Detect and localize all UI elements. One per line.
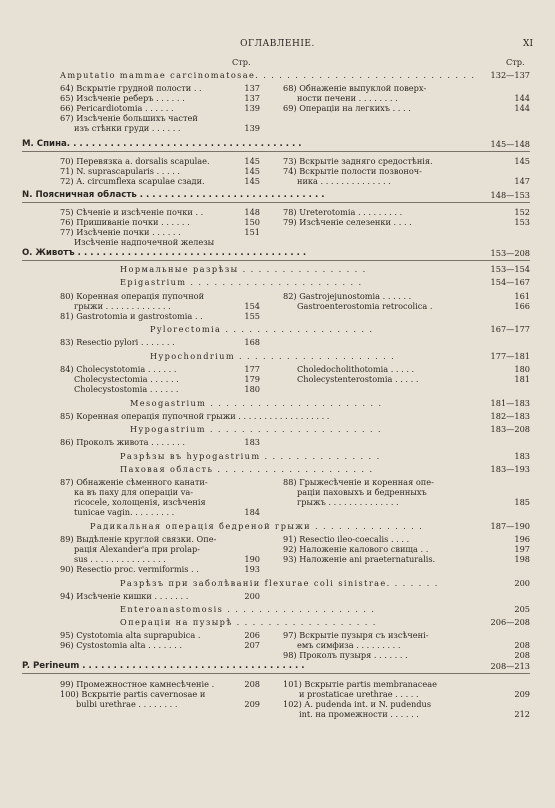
toc-entry-e73: [283, 156, 530, 166]
toc-entry-e83: [60, 337, 260, 347]
toc-entry-e87d: [74, 507, 260, 517]
toc-entry-e71: [60, 166, 260, 176]
toc-entry-page: 180: [514, 364, 530, 374]
toc-entry-meso: [130, 398, 530, 408]
toc-entry-e84a: [60, 364, 260, 374]
toc-entry-e76: [60, 217, 260, 227]
toc-entry-title: 67) Изсѣченіе большихъ частей: [60, 113, 198, 123]
page-title: ОГЛАВЛЕНІЕ.: [240, 39, 315, 49]
toc-entry-page: 181: [514, 374, 530, 384]
toc-entry-page: 183—193: [490, 464, 530, 474]
toc-entry-page: 168: [244, 337, 260, 347]
section-page-range: 208—213: [490, 661, 530, 671]
toc-entry-e80a: [60, 291, 260, 301]
toc-entry-page: 161: [514, 291, 530, 301]
toc-entry-e74b: [297, 176, 530, 186]
toc-entry-title: 83) Resectio pylori . . . . . . .: [60, 337, 175, 347]
toc-entry-title: Amputatio mammae carcinomatosae. . . . . . . . . . . . . . . . . . . . . . . . . . . .: [60, 70, 476, 80]
toc-entry-epig: [120, 277, 530, 287]
toc-entry-e87a: [60, 477, 260, 487]
toc-entry-e82b: [297, 301, 530, 311]
toc-entry-page: 167—177: [490, 324, 530, 334]
toc-entry-page: 193: [244, 564, 260, 574]
toc-entry-e98: [283, 650, 530, 660]
toc-entry-title: 85) Коренная операція пупочной грыжи . . . . . . . . . . . . . . . . . .: [60, 411, 330, 421]
toc-entry-title: изъ стѣнки груди . . . . . .: [74, 123, 181, 133]
toc-entry-e102a: [283, 699, 530, 709]
toc-entry-page: 155: [244, 311, 260, 321]
toc-entry-amputatio: [60, 70, 530, 80]
toc-entry-title: 71) N. suprascapularis . . . . .: [60, 166, 181, 176]
section-heading-text: M. Спина. . . . . . . . . . . . . . . . . . . . . . . . . . . . . . . . . . . . . .: [22, 139, 302, 149]
section-page-range: 148—153: [490, 190, 530, 200]
toc-entry-title: 77) Изсѣченіе почки . . . . . .: [60, 227, 181, 237]
toc-entry-title: 64) Вскрытіе грудной полости . .: [60, 83, 202, 93]
toc-entry-page: 208: [244, 679, 260, 689]
toc-entry-page: 200: [514, 578, 530, 588]
toc-entry-page: 197: [514, 544, 530, 554]
toc-entry-e102b: [299, 709, 530, 719]
section-heading-perin: [22, 661, 530, 672]
toc-entry-oper: [120, 617, 530, 627]
toc-entry-title: Cholecystectomia . . . . . .: [74, 374, 179, 384]
toc-entry-e70: [60, 156, 260, 166]
toc-entry-page: 177: [244, 364, 260, 374]
toc-entry-e88b: [297, 487, 530, 497]
toc-entry-e64: [60, 83, 260, 93]
toc-entry-title: 89) Выдѣленіе круглой связки. Опе-: [60, 534, 217, 544]
toc-entry-page: 208: [514, 650, 530, 660]
toc-entry-page: 209: [244, 699, 260, 709]
toc-entry-e72: [60, 176, 260, 186]
toc-entry-title: раціи паховыхъ и бедренныхъ: [297, 487, 427, 497]
section-page-range: 145—148: [490, 139, 530, 149]
toc-entry-title: 73) Вскрытіе задняго средостѣнія.: [283, 156, 433, 166]
toc-entry-page: 206: [244, 630, 260, 640]
toc-entry-page: 132—137: [490, 70, 530, 80]
toc-entry-title: ника . . . . . . . . . . . . . .: [297, 176, 391, 186]
toc-entry-page: 148: [244, 207, 260, 217]
toc-entry-e94: [60, 591, 260, 601]
toc-entry-title: bulbi urethrae . . . . . . . .: [76, 699, 178, 709]
toc-entry-e99: [60, 679, 260, 689]
toc-entry-page: 185: [514, 497, 530, 507]
toc-entry-e81: [60, 311, 260, 321]
toc-entry-title: Операціи на пузырѣ . . . . . . . . . . . . . . . . . .: [120, 617, 377, 627]
toc-entry-title: ricocele, холощенія, изсѣченія: [74, 497, 206, 507]
toc-entry-title: емъ симфиза . . . . . . . . .: [297, 640, 401, 650]
toc-entry-e80b: [74, 301, 260, 311]
toc-entry-e101a: [283, 679, 530, 689]
toc-entry-page: 144: [514, 93, 530, 103]
toc-entry-page: 154—167: [490, 277, 530, 287]
toc-entry-title: и prostaticae urethrae . . . . .: [299, 689, 419, 699]
toc-entry-title: 94) Изсѣченіе кишки . . . . . . .: [60, 591, 189, 601]
toc-entry-page: 209: [514, 689, 530, 699]
toc-entry-title: Нормальные разрѣзы . . . . . . . . . . . . . . . .: [120, 264, 367, 274]
section-rule: [22, 202, 530, 203]
section-heading-spina: [22, 139, 530, 150]
toc-entry-normal: [120, 264, 530, 274]
toc-entry-e84d: [297, 364, 530, 374]
toc-entry-e84e: [297, 374, 530, 384]
toc-entry-page: 200: [244, 591, 260, 601]
toc-entry-title: 79) Изсѣченіе селезенки . . . .: [283, 217, 412, 227]
toc-entry-page: 177—181: [490, 351, 530, 361]
toc-entry-page: 153: [514, 217, 530, 227]
toc-entry-e95: [60, 630, 260, 640]
toc-entry-title: грыжи . . . . . . . . . . . . .: [74, 301, 171, 311]
toc-entry-title: 76) Пришиваніе почки . . . . . .: [60, 217, 190, 227]
toc-entry-e101b: [299, 689, 530, 699]
toc-entry-title: 102) A. pudenda int. и N. pudendus: [283, 699, 432, 709]
toc-entry-e67a: [60, 113, 260, 123]
toc-entry-page: 182—183: [490, 411, 530, 421]
toc-entry-flexura: [120, 578, 530, 588]
toc-entry-page: 144: [514, 103, 530, 113]
toc-entry-page: 198: [514, 554, 530, 564]
toc-entry-title: 65) Изсѣченіе реберъ . . . . . .: [60, 93, 185, 103]
toc-entry-title: 99) Промежностное камнесѣченіе .: [60, 679, 215, 689]
toc-entry-title: 87) Обнаженіе сѣменного канати-: [60, 477, 208, 487]
toc-entry-title: 86) Проколъ живота . . . . . . .: [60, 437, 185, 447]
toc-entry-razr: [120, 451, 530, 461]
section-rule: [22, 151, 530, 152]
toc-entry-page: 154: [244, 301, 260, 311]
toc-entry-page: 151: [244, 227, 260, 237]
toc-entry-title: ности печени . . . . . . . .: [297, 93, 398, 103]
toc-entry-title: 95) Cystotomia alta suprapubica .: [60, 630, 201, 640]
toc-entry-title: 80) Коренная операція пупочной: [60, 291, 205, 301]
toc-entry-e92: [283, 544, 530, 554]
toc-entry-page: 137: [244, 83, 260, 93]
toc-entry-e91: [283, 534, 530, 544]
section-page-range: 153—208: [490, 248, 530, 258]
toc-entry-e96: [60, 640, 260, 650]
toc-entry-title: 101) Вскрытіе partis membranaceae: [283, 679, 437, 689]
toc-entry-title: 82) Gastrojejunostomia . . . . . .: [283, 291, 412, 301]
section-heading-text: P. Perineum . . . . . . . . . . . . . . . . . . . . . . . . . . . . . . . . . . . .: [22, 661, 305, 671]
toc-entry-title: Mesogastrium . . . . . . . . . . . . . . . . . . . . . .: [130, 398, 383, 408]
toc-entry-page: 150: [244, 217, 260, 227]
toc-entry-title: 84) Cholecystotomia . . . . . .: [60, 364, 177, 374]
column-label-right: Стр.: [506, 57, 525, 67]
toc-entry-entero: [120, 604, 530, 614]
toc-entry-title: ка въ паху для операціи va-: [74, 487, 193, 497]
toc-entry-title: 93) Наложеніе ani praeternaturalis.: [283, 554, 436, 564]
toc-entry-hypoch: [150, 351, 530, 361]
toc-entry-title: 75) Сѣченіе и изсѣченіе почки . .: [60, 207, 204, 217]
toc-entry-page: 187—190: [490, 521, 530, 531]
toc-entry-e84c: [74, 384, 260, 394]
toc-entry-page: 139: [244, 103, 260, 113]
toc-entry-title: int. на промежности . . . . . .: [299, 709, 419, 719]
toc-entry-page: 184: [244, 507, 260, 517]
toc-entry-page: 145: [514, 156, 530, 166]
toc-entry-title: 91) Resectio ileo-coecalis . . . .: [283, 534, 410, 544]
toc-entry-title: 78) Ureterotomia . . . . . . . . .: [283, 207, 403, 217]
toc-entry-page: 183: [244, 437, 260, 447]
toc-entry-e93: [283, 554, 530, 564]
section-heading-text: N. Поясничная область . . . . . . . . . . . . . . . . . . . . . . . . . . . . . .: [22, 190, 325, 200]
section-heading-poyasn: [22, 190, 530, 201]
toc-entry-e97a: [283, 630, 530, 640]
toc-entry-e84b: [74, 374, 260, 384]
toc-entry-title: Изсѣченіе надпочечной железы: [74, 237, 215, 247]
toc-entry-e66: [60, 103, 260, 113]
toc-entry-page: 153—154: [490, 264, 530, 274]
toc-entry-page: 166: [514, 301, 530, 311]
toc-entry-page: 183: [514, 451, 530, 461]
toc-entry-page: 183—208: [490, 424, 530, 434]
toc-entry-title: 92) Наложеніе калового свища . .: [283, 544, 429, 554]
toc-entry-title: 100) Вскрытіе partis cavernosae и: [60, 689, 206, 699]
toc-entry-page: 180: [244, 384, 260, 394]
toc-entry-e100a: [60, 689, 260, 699]
toc-entry-title: Разрѣзъ при заболѣваніи flexurae coli sinistrae. . . . . . .: [120, 578, 439, 588]
toc-entry-title: Gastroenterostomia retrocolica .: [297, 301, 433, 311]
toc-entry-e87c: [74, 497, 260, 507]
toc-entry-title: 72) A. circumflexa scapulae сзади.: [60, 176, 205, 186]
toc-entry-e77a: [60, 227, 260, 237]
toc-entry-title: 96) Cystostomia alta . . . . . . .: [60, 640, 182, 650]
toc-entry-pakh: [120, 464, 530, 474]
toc-entry-title: Hypogastrium . . . . . . . . . . . . . . . . . . . . . .: [130, 424, 383, 434]
toc-entry-page: 212: [514, 709, 530, 719]
toc-entry-page: 145: [244, 156, 260, 166]
toc-entry-title: Hypochondrium . . . . . . . . . . . . . . . . . . . .: [150, 351, 396, 361]
column-label-left: Стр.: [232, 57, 251, 67]
toc-entry-e68a: [283, 83, 530, 93]
toc-entry-e74a: [283, 166, 530, 176]
toc-entry-e78: [283, 207, 530, 217]
toc-entry-e87b: [74, 487, 260, 497]
toc-entry-title: Cholecystenterostomia . . . . .: [297, 374, 419, 384]
toc-entry-e79: [283, 217, 530, 227]
toc-entry-radik: [90, 521, 530, 531]
toc-entry-page: 147: [514, 176, 530, 186]
toc-entry-title: 69) Операціи на легкихъ . . . .: [283, 103, 411, 113]
toc-entry-title: Enteroanastomosis . . . . . . . . . . . . . . . . . . .: [120, 604, 376, 614]
toc-entry-e88a: [283, 477, 530, 487]
toc-entry-title: 70) Перевязка a. dorsalis scapulae.: [60, 156, 210, 166]
toc-entry-title: Cholecystostomia . . . . . .: [74, 384, 179, 394]
toc-entry-e86: [60, 437, 260, 447]
toc-entry-e88c: [297, 497, 530, 507]
toc-entry-e75: [60, 207, 260, 217]
toc-entry-page: 145: [244, 166, 260, 176]
toc-entry-page: 206—208: [490, 617, 530, 627]
toc-entry-page: 152: [514, 207, 530, 217]
toc-entry-page: 208: [514, 640, 530, 650]
toc-entry-page: 137: [244, 93, 260, 103]
toc-entry-title: 88) Грыжесѣченіе и коренная опе-: [283, 477, 434, 487]
section-rule: [22, 673, 530, 674]
toc-entry-e89a: [60, 534, 260, 544]
toc-entry-e89b: [74, 544, 260, 554]
toc-entry-e90: [60, 564, 260, 574]
page-header: [0, 39, 555, 53]
toc-entry-e97b: [297, 640, 530, 650]
toc-entry-page: 196: [514, 534, 530, 544]
page-number: XI: [523, 39, 533, 49]
toc-entry-title: tunicae vagin. . . . . . . . .: [74, 507, 175, 517]
toc-entry-title: Pylorectomia . . . . . . . . . . . . . . . . . . .: [150, 324, 374, 334]
toc-entry-title: 68) Обнаженіе выпуклой поверх-: [283, 83, 427, 93]
toc-entry-title: рація Alexander'а при prolap-: [74, 544, 201, 554]
toc-entry-title: 98) Проколъ пузыря . . . . . . .: [283, 650, 408, 660]
toc-entry-title: Паховая область . . . . . . . . . . . . . . . . . . . .: [120, 464, 374, 474]
toc-entry-e100b: [76, 699, 260, 709]
toc-entry-page: 139: [244, 123, 260, 133]
section-rule: [22, 260, 530, 261]
toc-entry-e69: [283, 103, 530, 113]
toc-entry-title: 74) Вскрытіе полости позвоноч-: [283, 166, 422, 176]
section-heading-text: O. Животъ . . . . . . . . . . . . . . . . . . . . . . . . . . . . . . . . . . . . .: [22, 248, 307, 258]
toc-entry-title: Epigastrium . . . . . . . . . . . . . . . . . . . . . .: [120, 277, 363, 287]
toc-entry-title: Разрѣзы въ hypogastrium . . . . . . . . . . . . . . .: [120, 451, 381, 461]
toc-entry-e65: [60, 93, 260, 103]
toc-entry-page: 145: [244, 176, 260, 186]
toc-entry-title: sus . . . . . . . . . . . . . . .: [74, 554, 166, 564]
toc-entry-e89c: [74, 554, 260, 564]
toc-entry-e82a: [283, 291, 530, 301]
toc-entry-page: 181—183: [490, 398, 530, 408]
section-heading-zhivot: [22, 248, 530, 259]
toc-entry-title: 81) Gastrotomia и gastrostomia . .: [60, 311, 203, 321]
toc-entry-title: Choledocholithotomia . . . . .: [297, 364, 415, 374]
toc-entry-title: 97) Вскрытіе пузыря съ изсѣчені-: [283, 630, 429, 640]
toc-entry-page: 207: [244, 640, 260, 650]
toc-entry-e77b: [74, 237, 260, 247]
toc-entry-title: 90) Resectio proc. vermiformis . .: [60, 564, 199, 574]
toc-entry-page: 179: [244, 374, 260, 384]
toc-entry-pylor: [150, 324, 530, 334]
toc-entry-title: грыжъ . . . . . . . . . . . . . .: [297, 497, 399, 507]
toc-entry-title: 66) Pericardiotomia . . . . . .: [60, 103, 174, 113]
toc-entry-e85: [60, 411, 530, 421]
toc-entry-page: 205: [514, 604, 530, 614]
toc-entry-page: 190: [244, 554, 260, 564]
toc-entry-e67b: [74, 123, 260, 133]
toc-entry-title: Радикальная операція бедреной грыжи . . . . . . . . . . . . . .: [90, 521, 424, 531]
toc-entry-hypog: [130, 424, 530, 434]
toc-entry-e68b: [297, 93, 530, 103]
